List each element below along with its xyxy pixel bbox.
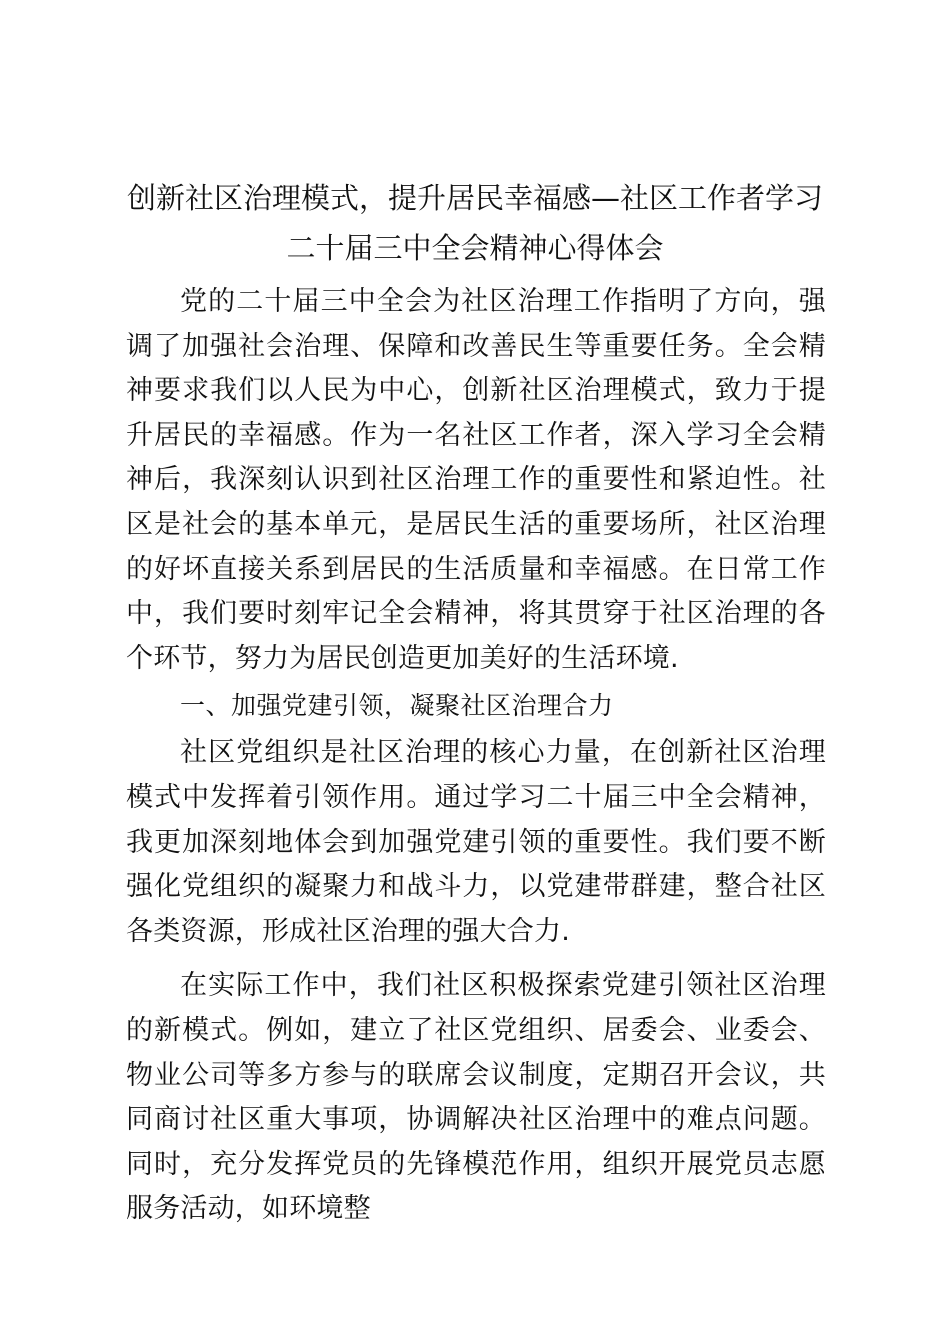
document-title-line-2: 二十届三中全会精神心得体会 — [286, 231, 664, 265]
section-heading: 一、加强党建引领，凝聚社区治理合力 — [180, 691, 614, 721]
document-title-line-1: 创新社区治理模式，提升居民幸福感—社区工作者学习 — [126, 181, 823, 215]
body-paragraph: 社区党组织是社区治理的核心力量，在创新社区治理模式中发挥着引领作用。通过学习二十届三中全会精神，我更加深刻地体会到加强党建引领的重要性。我们要不断强化党组织的凝聚力和战斗力，以党建带群建，整合社区各类资源，形成社区治理的强大合力. — [126, 737, 826, 947]
document-body — [126, 280, 826, 1232]
intro-paragraph: 党的二十届三中全会为社区治理工作指明了方向，强调了加强社会治理、保障和改善民生等重要任务。全会精神要求我们以人民为中心，创新社区治理模式，致力于提升居民的幸福感。作为一名社区工作者，深入学习全会精神后，我深刻认识到社区治理工作的重要性和紧迫性。社区是社会的基本单元，是居民生活的重要场所，社区治理的好坏直接关系到居民的生活质量和幸福感。在日常工作中，我们要时刻牢记全会精神，将其贯穿于社区治理的各个环节，努力为居民创造更加美好的生活环境. — [126, 286, 826, 674]
body-paragraph: 在实际工作中，我们社区积极探索党建引领社区治理的新模式。例如，建立了社区党组织、居委会、业委会、物业公司等多方参与的联席会议制度，定期召开会议，共同商讨社区重大事项，协调解决社区治理中的难点问题。同时，充分发挥党员的先锋模范作用，组织开展党员志愿服务活动，如环境整 — [126, 970, 826, 1225]
paragraph-gap — [126, 954, 826, 964]
